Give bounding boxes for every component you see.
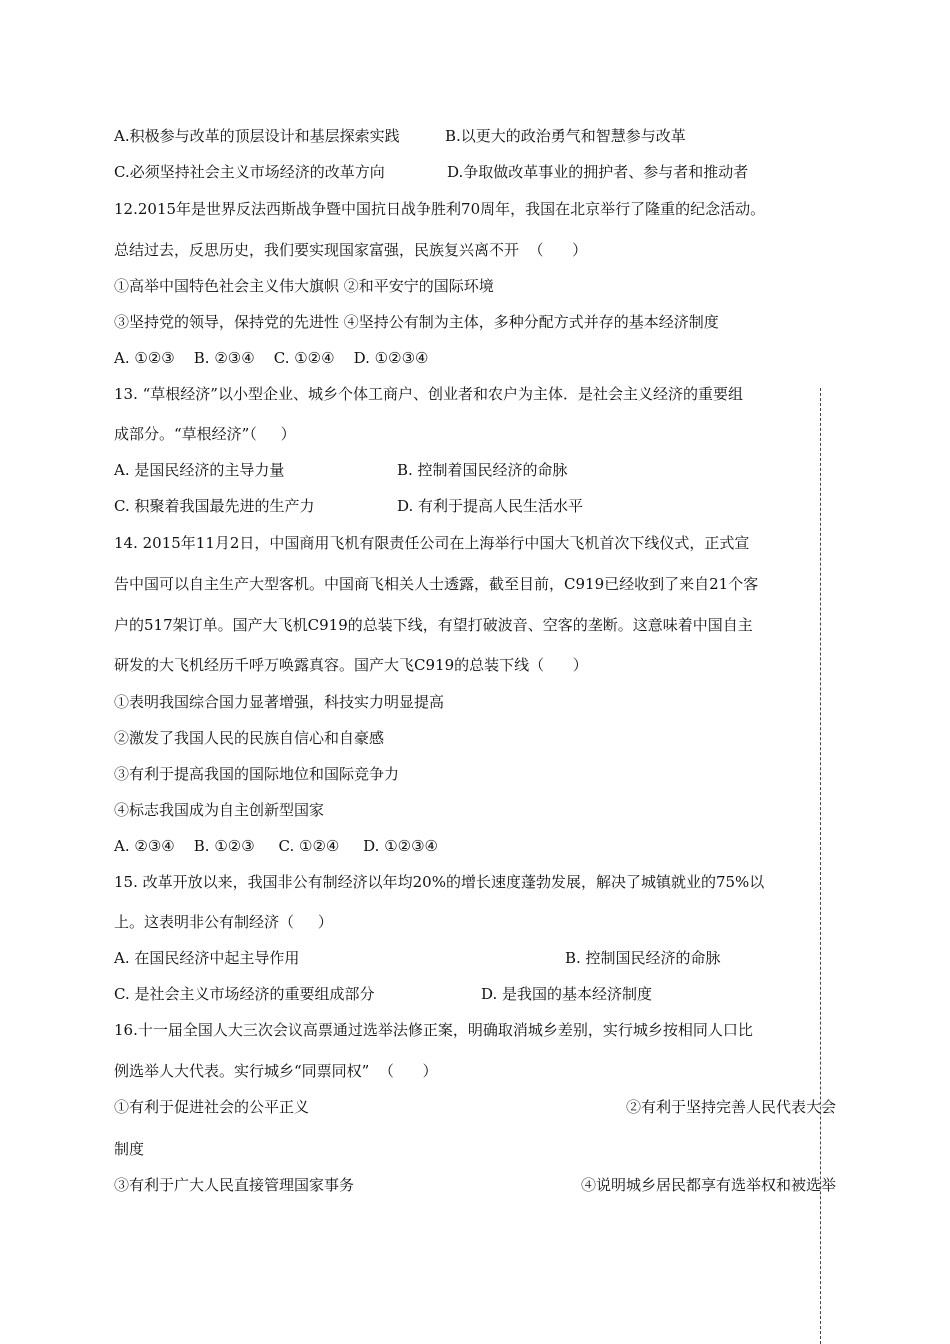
q13-option-a: A. 是国民经济的主导力量 [114, 461, 285, 479]
q16-stem-line2: 例选举人大代表。实行城乡“同票同权” （ ） [114, 1062, 438, 1080]
q13-option-c: C. 积聚着我国最先进的生产力 [114, 497, 315, 515]
q13-option-b: B. 控制着国民经济的命脉 [397, 461, 568, 479]
q14-item-2: ②激发了我国人民的民族自信心和自豪感 [114, 729, 385, 747]
q15-option-d: D. 是我国的基本经济制度 [481, 985, 653, 1003]
q12-item-1-2: ①高举中国特色社会主义伟大旗帜 ②和平安宁的国际环境 [114, 277, 494, 295]
q16-stem-line1: 16.十一届全国人大三次会议高票通过选举法修正案，明确取消城乡差别，实行城乡按相同人口比 [114, 1021, 753, 1039]
q11-option-a: A.积极参与改革的顶层设计和基层探索实践 [114, 127, 400, 145]
q12-item-3-4: ③坚持党的领导，保持党的先进性 ④坚持公有制为主体，多种分配方式并存的基本经济制度 [114, 313, 719, 331]
q16-item-3: ③有利于广大人民直接管理国家事务 [114, 1176, 355, 1194]
q14-answers: A. ②③④ B. ①②③ C. ①②④ D. ①②③④ [114, 837, 439, 855]
q15-option-a: A. 在国民经济中起主导作用 [114, 949, 300, 967]
q14-stem-line1: 14. 2015年11月2日，中国商用飞机有限责任公司在上海举行中国大飞机首次下线仪式，正式宣 [114, 534, 750, 552]
q14-item-1: ①表明我国综合国力显著增强，科技实力明显提高 [114, 693, 445, 711]
q12-stem-line2: 总结过去，反思历史，我们要实现国家富强，民族复兴离不开 （ ） [114, 241, 588, 259]
q15-option-b: B. 控制国民经济的命脉 [565, 949, 721, 967]
q11-option-c: C.必须坚持社会主义市场经济的改革方向 [114, 163, 385, 181]
q11-option-b: B.以更大的政治勇气和智慧参与改革 [445, 127, 686, 145]
q13-stem-line2: 成部分。“草根经济”（ ） [114, 425, 296, 443]
q11-option-d: D.争取做改革事业的拥护者、参与者和推动者 [447, 163, 749, 181]
q15-stem-line1: 15. 改革开放以来，我国非公有制经济以年均20%的增长速度蓬勃发展，解决了城镇就业的75%以 [114, 873, 765, 891]
q14-stem-line4: 研发的大飞机经历千呼万唤露真容。国产大飞C919的总装下线（ ） [114, 656, 588, 674]
q16-item-2: ②有利于坚持完善人民代表大会 [625, 1098, 836, 1116]
q14-item-4: ④标志我国成为自主创新型国家 [114, 801, 325, 819]
q14-stem-line3: 户的517架订单。国产大飞机C919的总装下线，有望打破波音、空客的垄断。这意味着中国自主 [114, 616, 753, 634]
q12-answers: A. ①②③ B. ②③④ C. ①②④ D. ①②③④ [114, 349, 429, 367]
q16-item-2-continued: 制度 [114, 1140, 145, 1158]
q14-stem-line2: 告中国可以自主生产大型客机。中国商飞相关人士透露，截至目前，C919已经收到了来自21个客 [114, 575, 759, 593]
q15-stem-line2: 上。这表明非公有制经济（ ） [114, 913, 333, 931]
binding-cut-line [820, 388, 821, 1344]
q16-item-1: ①有利于促进社会的公平正义 [114, 1098, 310, 1116]
q12-stem-line1: 12.2015年是世界反法西斯战争暨中国抗日战争胜利70周年，我国在北京举行了隆重的纪念活动。 [114, 200, 766, 218]
q14-item-3: ③有利于提高我国的国际地位和国际竞争力 [114, 765, 400, 783]
q15-option-c: C. 是社会主义市场经济的重要组成部分 [114, 985, 375, 1003]
q13-stem-line1: 13. “草根经济”以小型企业、城乡个体工商户、创业者和农户为主体．是社会主义经济的重要组 [114, 385, 743, 403]
q16-item-4: ④说明城乡居民都享有选举权和被选举 [580, 1176, 836, 1194]
q13-option-d: D. 有利于提高人民生活水平 [397, 497, 584, 515]
